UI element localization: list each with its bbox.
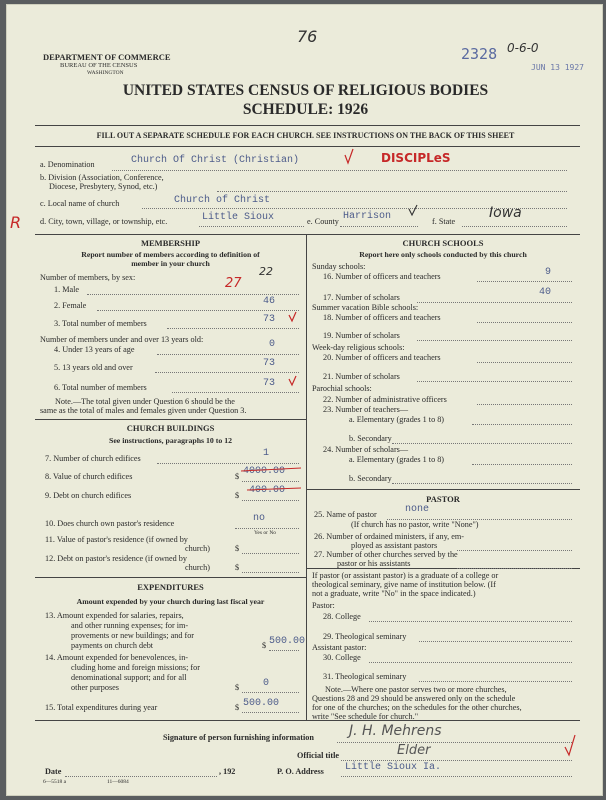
q6-label: 6. Total number of members (54, 383, 147, 392)
q21-label: 21. Number of scholars (323, 372, 400, 381)
q10-label: 10. Does church own pastor's residence (45, 519, 175, 528)
q4-label: 4. Under 13 years of age (54, 345, 135, 354)
q9-dollar: $ (235, 491, 240, 500)
pastor-note-4: write "See schedule for church." (312, 712, 419, 721)
handwritten-initial: R (10, 213, 22, 232)
po-address-label: P. O. Address (277, 767, 324, 776)
by-sex-label: Number of members, by sex: (40, 273, 136, 282)
q23a-label: a. Elementary (grades 1 to 8) (349, 415, 445, 424)
state-value: Iowa (489, 205, 522, 221)
q13-dollar: $ (262, 641, 267, 650)
q12-dollar: $ (235, 563, 240, 572)
q13-value: 500.00 (269, 636, 306, 647)
q29-label: 29. Theological seminary (323, 632, 407, 641)
q25-hint: (If church has no pastor, write "None") (351, 520, 479, 529)
q7-value: 1 (263, 448, 270, 459)
q16-label: 16. Number of officers and teachers (323, 272, 441, 281)
q3-label: 3. Total number of members (54, 319, 147, 328)
q6-value: 73 (263, 378, 276, 389)
q14-label: 14. Amount expended for benevolences, in- (45, 653, 189, 662)
schools-sub: Report here only schools conducted by this church (359, 250, 527, 259)
q11-label: 11. Value of pastor's residence (if owned by (45, 535, 188, 544)
signature-label: Signature of person furnishing information (163, 733, 314, 742)
q2-value: 46 (263, 296, 276, 307)
q1-value: 27 (225, 276, 242, 291)
bureau-name: BUREAU OF THE CENSUS (60, 62, 138, 69)
signature-value: J. H. Mehrens (349, 723, 442, 739)
q13-label-4: payments on church debt (71, 641, 154, 650)
q8-dollar: $ (235, 472, 240, 481)
q13-label: 13. Amount expended for salaries, repairs, (45, 611, 184, 620)
q9-value: 400.00 (249, 485, 286, 496)
division-label: b. Division (Association, Conference, (40, 173, 164, 182)
q28-label: 28. College (323, 612, 361, 621)
age-label: Number of members under and over 13 years old: (40, 335, 204, 344)
q26-label-2: ployed as assistant pastors (351, 541, 438, 550)
q24-label: 24. Number of scholars— (323, 445, 409, 454)
check-marks (7, 5, 604, 797)
pastor-title: PASTOR (426, 494, 460, 504)
q17-label: 17. Number of scholars (323, 293, 400, 302)
q22-label: 22. Number of administrative officers (323, 395, 447, 404)
buildings-title: CHURCH BUILDINGS (126, 423, 215, 433)
membership-title: MEMBERSHIP (140, 238, 201, 248)
summer-label: Summer vacation Bible schools: (312, 303, 419, 312)
grad-text: If pastor (or assistant pastor) is a graduate of a college or (312, 571, 499, 580)
sunday-label: Sunday schools: (312, 262, 366, 271)
date-stamp: JUN 13 1927 (531, 63, 584, 72)
q1-label: 1. Male (54, 285, 80, 294)
q14-label-3: denominational support; and for all (71, 673, 187, 682)
q14-label-4: other purposes (71, 683, 119, 692)
q23b-label: b. Secondary (349, 434, 392, 443)
q16-value: 9 (545, 267, 552, 278)
q26-label: 26. Number of ordained ministers, if any, em- (314, 532, 464, 541)
date-year: , 192 (219, 767, 236, 776)
print-number: 11—6084 (107, 779, 129, 785)
q5-label: 5. 13 years old and over (54, 363, 133, 372)
q23-label: 23. Number of teachers— (323, 405, 409, 414)
q30-label: 30. College (323, 653, 361, 662)
q1-correction: 22 (259, 265, 273, 278)
pastor-note-2: Questions 28 and 29 should be answered only on the schedule (312, 694, 516, 703)
schools-title: CHURCH SCHOOLS (402, 238, 484, 248)
membership-sub: Report number of members according to definition of (81, 250, 260, 259)
q19-label: 19. Number of scholars (323, 331, 400, 340)
q14-value: 0 (263, 678, 270, 689)
local-name-value: Church of Christ (174, 195, 271, 206)
q15-dollar: $ (235, 703, 240, 712)
q7-label: 7. Number of church edifices (45, 454, 141, 463)
official-title-label: Official title (297, 751, 340, 760)
denomination-label: a. Denomination (40, 160, 95, 169)
census-schedule-form (6, 4, 603, 796)
q4-value: 0 (269, 339, 276, 350)
county-value: Harrison (343, 211, 392, 222)
pastor-note-3: for one of the churches; on the schedules for the other churches, (312, 703, 522, 712)
city-value: Little Sioux (202, 212, 275, 223)
division-label-2: Diocese, Presbytery, Synod, etc.) (49, 182, 158, 191)
denomination-note: DISCIPLeS (381, 151, 451, 165)
q27-label: 27. Number of other churches served by the (314, 550, 458, 559)
expenditures-sub: Amount expended by your church during last fiscal year (76, 597, 265, 606)
yes-no-hint: Yes or No (254, 530, 277, 536)
q8-label: 8. Value of church edifices (45, 472, 133, 481)
bureau-city: WASHINGTON (87, 70, 124, 76)
q12-label: 12. Debt on pastor's residence (if owned by (45, 554, 187, 563)
po-address-value: Little Sioux Ia. (345, 762, 442, 773)
state-label: f. State (432, 217, 456, 226)
q31-label: 31. Theological seminary (323, 672, 407, 681)
q25-value: none (405, 504, 430, 515)
q3-value: 73 (263, 314, 276, 325)
local-name-label: c. Local name of church (40, 199, 120, 208)
form-title: UNITED STATES CENSUS OF RELIGIOUS BODIES (122, 82, 489, 99)
q15-label: 15. Total expenditures during year (45, 703, 158, 712)
parochial-label: Parochial schools: (312, 384, 372, 393)
q13-label-2: and other running expenses; for im- (71, 621, 189, 630)
schedule-title: SCHEDULE: 1926 (242, 101, 369, 118)
pastor-sub-label: Pastor: (312, 601, 335, 610)
membership-note-2: same as the total of males and females given under Question 3. (40, 406, 247, 415)
assistant-label: Assistant pastor: (312, 643, 367, 652)
q18-label: 18. Number of officers and teachers (323, 313, 441, 322)
city-label: d. City, town, village, or township, etc. (40, 217, 168, 226)
q9-label: 9. Debt on church edifices (45, 491, 132, 500)
date-label: Date (45, 767, 62, 776)
department-name: DEPARTMENT OF COMMERCE (43, 52, 171, 62)
county-label: e. County (307, 217, 339, 226)
official-title-value: Elder (397, 743, 431, 758)
q14-label-2: cluding home and foreign missions; for (71, 663, 200, 672)
form-instruction: FILL OUT A SEPARATE SCHEDULE FOR EACH CHURCH. SEE INSTRUCTIONS ON THE BACK OF THIS SHEET (96, 131, 515, 140)
handwritten-code: 0-6-0 (507, 41, 539, 55)
expenditures-title: EXPENDITURES (137, 582, 204, 592)
q15-value: 500.00 (243, 698, 280, 709)
q27-label-2: pastor or his assistants (337, 559, 411, 568)
q5-value: 73 (263, 358, 276, 369)
denomination-value: Church Of Christ (Christian) (131, 155, 300, 166)
q12-label-2: church) (185, 563, 211, 572)
grad-text-2: theological seminary, give name of institution below. (If (312, 580, 496, 589)
q11-dollar: $ (235, 544, 240, 553)
buildings-sub: See instructions, paragraphs 10 to 12 (108, 436, 233, 445)
q14-dollar: $ (235, 683, 240, 692)
q25-label: 25. Name of pastor (314, 510, 377, 519)
q10-value: no (253, 513, 266, 524)
membership-sub-2: member in your church (131, 259, 210, 268)
q11-label-2: church) (185, 544, 211, 553)
q13-label-3: provements or new buildings; and for (71, 631, 195, 640)
stamp-number: 2328 (461, 45, 498, 63)
form-number: 6—5518 a (43, 779, 67, 785)
q24b-label: b. Secondary (349, 474, 392, 483)
weekday-label: Week-day religious schools: (312, 343, 405, 352)
pastor-note: Note.—Where one pastor serves two or more churches, (325, 685, 507, 694)
membership-note: Note.—The total given under Question 6 should be the (55, 397, 235, 406)
q17-value: 40 (539, 287, 552, 298)
q20-label: 20. Number of officers and teachers (323, 353, 441, 362)
q8-value: 4000.00 (243, 466, 286, 477)
q24a-label: a. Elementary (grades 1 to 8) (349, 455, 445, 464)
handwritten-page-number: 76 (297, 27, 318, 46)
grad-text-3: not a graduate, write "No" in the space indicated.) (312, 589, 476, 598)
q2-label: 2. Female (54, 301, 87, 310)
